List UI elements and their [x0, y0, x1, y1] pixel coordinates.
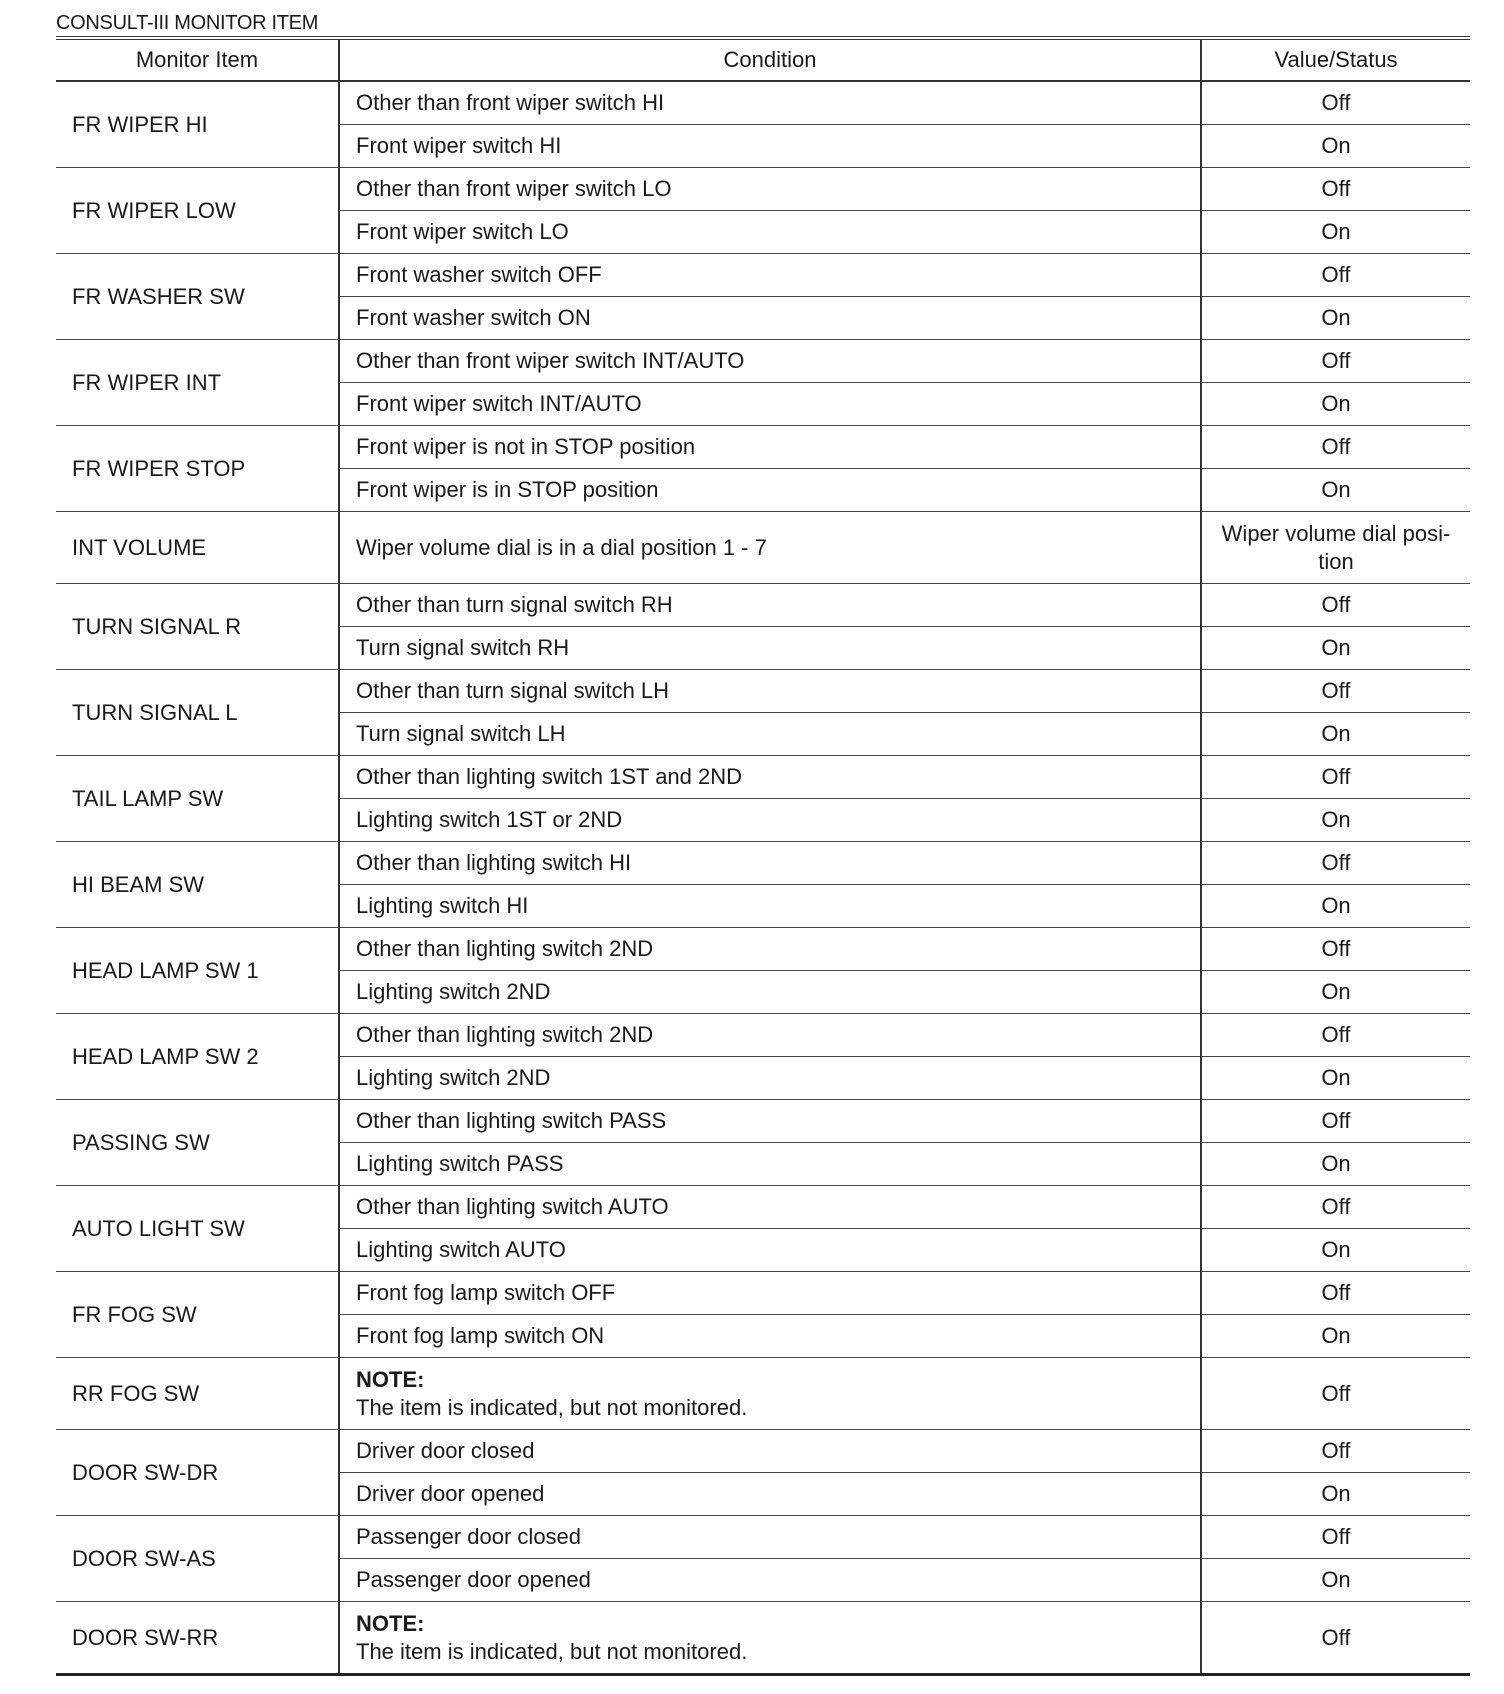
value-status-cell	[1201, 1358, 1470, 1430]
value-status-text: On	[1321, 391, 1351, 416]
condition-cell: Front washer switch OFF	[339, 254, 1201, 297]
condition-cell: Wiper volume dial is in a dial position 1 - 7	[339, 512, 1201, 584]
value-status-text: Off	[1321, 1438, 1351, 1463]
condition-cell: Other than front wiper switch LO	[339, 168, 1201, 211]
table-row	[56, 426, 1470, 469]
value-status-cell	[1201, 584, 1470, 627]
value-status-cell	[1201, 211, 1470, 254]
table-row	[56, 168, 1470, 211]
value-status-text: On	[1321, 305, 1351, 330]
condition-cell: Driver door closed	[339, 1430, 1201, 1473]
note-text: The item is indicated, but not monitored.	[356, 1638, 748, 1664]
value-status-text: On	[1321, 721, 1351, 746]
value-status-text: Off	[1321, 936, 1351, 961]
condition-cell: Passenger door opened	[339, 1559, 1201, 1602]
table-row	[56, 928, 1470, 971]
value-status-cell	[1201, 297, 1470, 340]
value-status-cell	[1201, 1602, 1470, 1675]
monitor-item-cell: FR WIPER HI	[56, 81, 339, 168]
header-monitor-item: Monitor Item	[56, 38, 339, 81]
value-status-cell	[1201, 1315, 1470, 1358]
value-status-cell	[1201, 340, 1470, 383]
value-status-text: On	[1321, 635, 1351, 660]
condition-cell: Other than turn signal switch RH	[339, 584, 1201, 627]
condition-cell: Other than lighting switch HI	[339, 842, 1201, 885]
value-status-text: Off	[1321, 434, 1351, 459]
value-status-cell	[1201, 1559, 1470, 1602]
monitor-item-cell: AUTO LIGHT SW	[56, 1186, 339, 1272]
value-status-cell	[1201, 1272, 1470, 1315]
condition-cell: Turn signal switch LH	[339, 713, 1201, 756]
value-status-cell	[1201, 1229, 1470, 1272]
condition-cell: Front fog lamp switch OFF	[339, 1272, 1201, 1315]
value-status-text: Off	[1321, 90, 1351, 115]
condition-cell: Front wiper is not in STOP position	[339, 426, 1201, 469]
condition-cell: Front wiper is in STOP position	[339, 469, 1201, 512]
condition-cell	[339, 1602, 1201, 1675]
monitor-item-cell: FR WIPER STOP	[56, 426, 339, 512]
monitor-item-table	[56, 36, 1470, 1676]
condition-cell: Front wiper switch HI	[339, 125, 1201, 168]
value-status-cell	[1201, 512, 1470, 584]
note-text: The item is indicated, but not monitored.	[356, 1394, 748, 1420]
condition-cell: Lighting switch HI	[339, 885, 1201, 928]
table-row	[56, 254, 1470, 297]
monitor-item-cell: FR WIPER LOW	[56, 168, 339, 254]
condition-cell: Driver door opened	[339, 1473, 1201, 1516]
table-row	[56, 1430, 1470, 1473]
header-condition: Condition	[339, 38, 1201, 81]
table-row	[56, 81, 1470, 125]
value-status-cell	[1201, 1430, 1470, 1473]
note-label: NOTE:	[356, 1610, 425, 1636]
table-row	[56, 1100, 1470, 1143]
value-status-cell	[1201, 756, 1470, 799]
condition-cell: Other than lighting switch 2ND	[339, 1014, 1201, 1057]
value-status-cell	[1201, 1473, 1470, 1516]
table-row	[56, 756, 1470, 799]
value-status-text: Off	[1321, 850, 1351, 875]
condition-cell: Front wiper switch INT/AUTO	[339, 383, 1201, 426]
table-row	[56, 1358, 1470, 1430]
value-status-text: Off	[1321, 348, 1351, 373]
value-status-text: Off	[1321, 176, 1351, 201]
value-status-text: On	[1321, 1323, 1351, 1348]
table-row	[56, 1186, 1470, 1229]
condition-cell: Lighting switch 2ND	[339, 971, 1201, 1014]
value-status-cell	[1201, 842, 1470, 885]
monitor-item-cell: FR FOG SW	[56, 1272, 339, 1358]
monitor-item-cell: TAIL LAMP SW	[56, 756, 339, 842]
condition-cell: Other than lighting switch 1ST and 2ND	[339, 756, 1201, 799]
monitor-item-cell: FR WIPER INT	[56, 340, 339, 426]
value-status-cell	[1201, 971, 1470, 1014]
value-status-cell	[1201, 254, 1470, 297]
note-label: NOTE:	[356, 1366, 425, 1392]
condition-cell	[339, 1358, 1201, 1430]
header-value-status: Value/Status	[1201, 38, 1470, 81]
value-status-text: Off	[1321, 1194, 1351, 1219]
value-status-cell	[1201, 1516, 1470, 1559]
value-status-text: On	[1321, 133, 1351, 158]
condition-cell: Other than lighting switch AUTO	[339, 1186, 1201, 1229]
value-status-cell	[1201, 168, 1470, 211]
table-row	[56, 1014, 1470, 1057]
condition-cell: Other than front wiper switch INT/AUTO	[339, 340, 1201, 383]
table-row	[56, 1272, 1470, 1315]
value-status-cell	[1201, 1057, 1470, 1100]
value-status-text: Off	[1321, 1108, 1351, 1133]
value-status-cell	[1201, 426, 1470, 469]
condition-cell: Other than front wiper switch HI	[339, 81, 1201, 125]
value-status-cell	[1201, 1143, 1470, 1186]
condition-cell: Front wiper switch LO	[339, 211, 1201, 254]
value-status-cell	[1201, 1100, 1470, 1143]
monitor-item-cell: HEAD LAMP SW 2	[56, 1014, 339, 1100]
value-status-text: Wiper volume dial posi-tion	[1221, 520, 1451, 574]
table-row	[56, 842, 1470, 885]
value-status-text: On	[1321, 807, 1351, 832]
condition-cell: Other than lighting switch PASS	[339, 1100, 1201, 1143]
value-status-text: Off	[1321, 1380, 1351, 1406]
value-status-text: On	[1321, 1237, 1351, 1262]
condition-cell: Passenger door closed	[339, 1516, 1201, 1559]
monitor-item-cell: INT VOLUME	[56, 512, 339, 584]
value-status-text: Off	[1321, 1022, 1351, 1047]
monitor-item-cell: TURN SIGNAL R	[56, 584, 339, 670]
value-status-cell	[1201, 670, 1470, 713]
condition-cell: Lighting switch 1ST or 2ND	[339, 799, 1201, 842]
monitor-item-cell: DOOR SW-DR	[56, 1430, 339, 1516]
value-status-cell	[1201, 885, 1470, 928]
condition-cell: Lighting switch 2ND	[339, 1057, 1201, 1100]
condition-cell: Turn signal switch RH	[339, 627, 1201, 670]
value-status-text: Off	[1321, 1524, 1351, 1549]
value-status-text: On	[1321, 893, 1351, 918]
value-status-text: Off	[1321, 1624, 1351, 1650]
value-status-text: On	[1321, 979, 1351, 1004]
header-row	[56, 38, 1470, 81]
value-status-cell	[1201, 125, 1470, 168]
value-status-cell	[1201, 383, 1470, 426]
value-status-cell	[1201, 1014, 1470, 1057]
condition-cell: Lighting switch AUTO	[339, 1229, 1201, 1272]
value-status-text: On	[1321, 1567, 1351, 1592]
condition-cell: Other than turn signal switch LH	[339, 670, 1201, 713]
monitor-item-cell: HI BEAM SW	[56, 842, 339, 928]
value-status-text: Off	[1321, 262, 1351, 287]
value-status-cell	[1201, 1186, 1470, 1229]
table-row	[56, 512, 1470, 584]
monitor-item-cell: DOOR SW-RR	[56, 1602, 339, 1675]
condition-cell: Other than lighting switch 2ND	[339, 928, 1201, 971]
value-status-text: On	[1321, 477, 1351, 502]
table-row	[56, 584, 1470, 627]
value-status-cell	[1201, 928, 1470, 971]
condition-cell: Front washer switch ON	[339, 297, 1201, 340]
value-status-text: On	[1321, 1151, 1351, 1176]
value-status-cell	[1201, 713, 1470, 756]
value-status-text: On	[1321, 1481, 1351, 1506]
monitor-item-cell: FR WASHER SW	[56, 254, 339, 340]
monitor-item-cell: DOOR SW-AS	[56, 1516, 339, 1602]
value-status-text: Off	[1321, 678, 1351, 703]
monitor-item-cell: HEAD LAMP SW 1	[56, 928, 339, 1014]
table-row	[56, 670, 1470, 713]
value-status-cell	[1201, 627, 1470, 670]
value-status-text: On	[1321, 219, 1351, 244]
table-row	[56, 1516, 1470, 1559]
value-status-cell	[1201, 469, 1470, 512]
monitor-item-cell: PASSING SW	[56, 1100, 339, 1186]
table-row	[56, 340, 1470, 383]
table-row	[56, 1602, 1470, 1675]
condition-cell: Front fog lamp switch ON	[339, 1315, 1201, 1358]
value-status-text: Off	[1321, 1280, 1351, 1305]
monitor-item-cell: TURN SIGNAL L	[56, 670, 339, 756]
page-title: CONSULT-III MONITOR ITEM	[56, 12, 319, 34]
value-status-cell	[1201, 799, 1470, 842]
value-status-text: Off	[1321, 592, 1351, 617]
value-status-cell	[1201, 81, 1470, 125]
condition-cell: Lighting switch PASS	[339, 1143, 1201, 1186]
value-status-text: Off	[1321, 764, 1351, 789]
value-status-text: On	[1321, 1065, 1351, 1090]
monitor-item-cell: RR FOG SW	[56, 1358, 339, 1430]
